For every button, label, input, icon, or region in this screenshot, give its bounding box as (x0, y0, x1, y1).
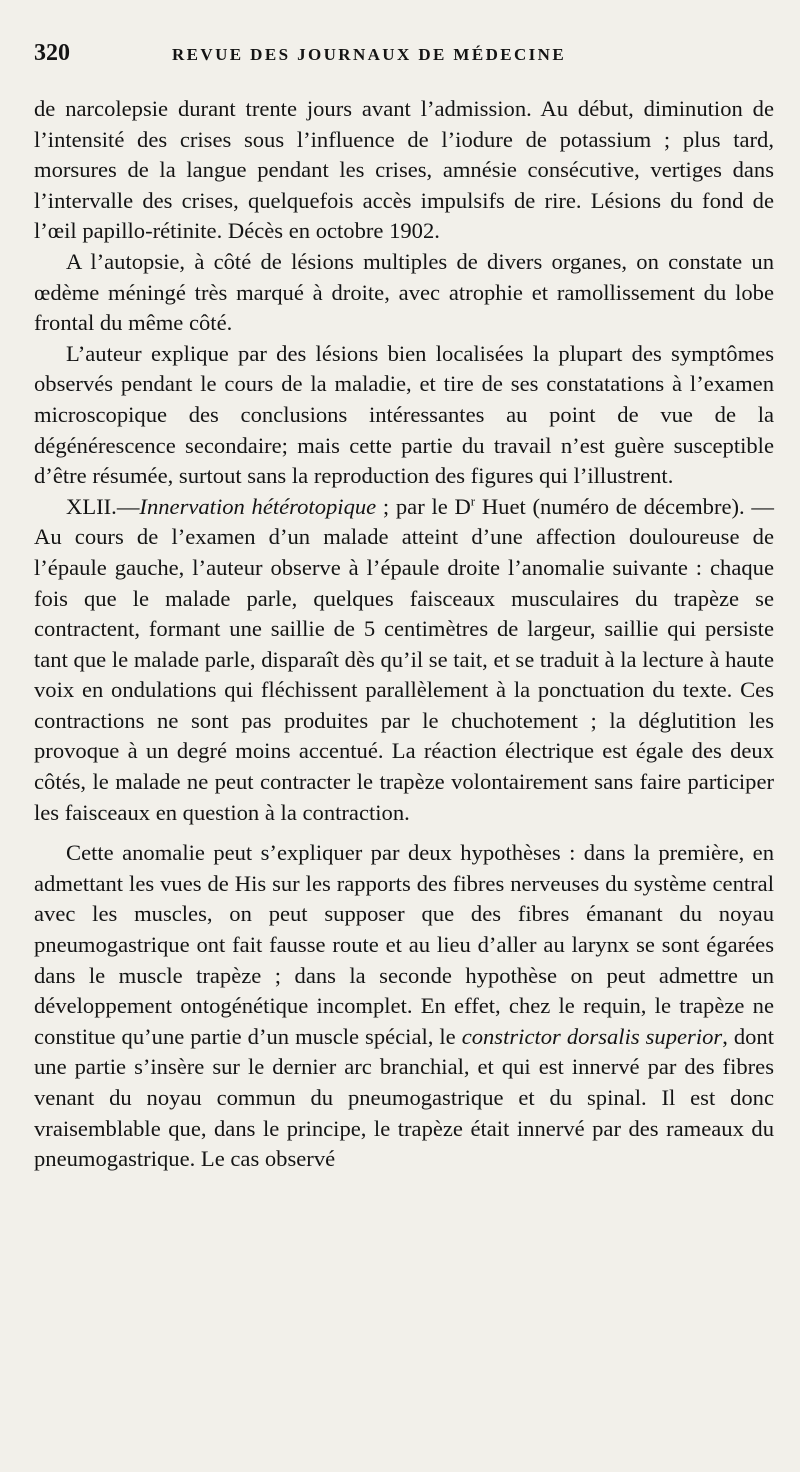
paragraph-author-explains: L’auteur explique par des lésions bien localisées la plupart des symptômes observés pendant le cours de la maladie, et tire de ses constatations à l’examen microscopique des conclusions intéressantes au point de vue de la dégénérescence secondaire; mais cette partie du travail n’est guère susceptible d’être résumée, surtout sans la reproduction des figures qui l’illustrent. (34, 340, 774, 489)
author-prefix: ; par le D (376, 493, 471, 519)
paragraph-xlii (34, 492, 774, 829)
article-text: Huet (numéro de décembre). — Au cours de l’examen d’un malade atteint d’une affection douloureuse de l’épaule gauche, l’auteur observe à l’épaule droite l’anomalie suivante : chaque fois que le malade parle, quelques faisceaux musculaires du trapèze se contractent, formant une saillie de 5 centimètres de largeur, saillie qui persiste tant que le malade parle, disparaît dès qu’il se tait, et se traduit à la lecture à haute voix en ondulations qui fléchissent parallèlement à la ponctuation du texte. Ces contractions ne sont pas produites par le chuchotement ; la déglutition les provoque à un degré moins accentué. La réaction électrique est égale des deux côtés, le malade ne peut contracter le trapèze volontairement sans faire participer les faisceaux en question à la contraction. (34, 493, 775, 825)
muscle-latin-name: constrictor dorsalis superior (461, 1023, 723, 1049)
journal-title: REVUE DES JOURNAUX DE MÉDECINE (172, 45, 567, 64)
body-text (34, 94, 774, 1175)
paragraph-continued: de narcolepsie durant trente jours avant l’admission. Au début, diminution de l’intensité des crises sous l’influence de l’iodure de potassium ; plus tard, morsures de la langue pendant les crises, amnésie consécutive, vertiges dans l’intervalle des crises, quelquefois accès impulsifs de rire. Lésions du fond de l’œil papillo-rétinite. Décès en octobre 1902. (34, 96, 774, 244)
hypotheses-text-after: , dont une partie s’insère sur le dernier arc branchial, et qui est innervé par des fibres venant du noyau commun du pneumogastrique et du spinal. Il est donc vraisemblable que, dans le principe, le trapèze était innervé par des rameaux du pneumogastrique. Le cas observé (34, 1023, 774, 1172)
page-number: 320 (34, 40, 70, 66)
article-title: Innervation hétérotopique (139, 493, 377, 519)
section-number: XLII.— (66, 493, 140, 519)
paragraph-hypotheses (34, 838, 774, 1175)
paragraph-autopsy: A l’autopsie, à côté de lésions multiples de divers organes, on constate un œdème méningé très marqué à droite, avec atrophie et ramollissement du lobe frontal du même côté. (34, 248, 774, 336)
running-head (34, 40, 774, 80)
hypotheses-text-before: Cette anomalie peut s’expliquer par deux hypothèses : dans la première, en admettant les vues de His sur les rapports des fibres nerveuses du système central avec les muscles, on peut supposer que des fibres émanant du noyau pneumogastrique ont fait fausse route et au lieu d’aller au larynx se sont égarées dans le muscle trapèze ; dans la seconde hypothèse on peut admettre un développement ontogénétique incomplet. En effet, chez le requin, le trapèze ne constitue qu’une partie d’un muscle spécial, le (34, 840, 774, 1049)
author-sup: r (470, 493, 476, 509)
